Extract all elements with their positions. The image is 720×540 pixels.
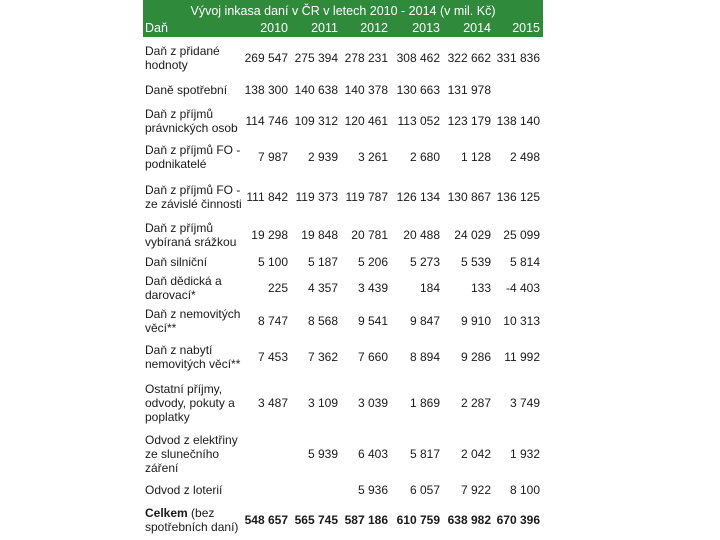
table-row (143, 304, 543, 338)
value-cell: 5 817 (409, 447, 440, 461)
table-row (143, 252, 543, 272)
row-label: Daň z nemovitých věcí** (145, 307, 241, 335)
value-cell: 5 814 (509, 255, 540, 269)
value-cell: 7 660 (357, 349, 388, 364)
value-cell: 20 781 (351, 228, 388, 242)
value-cell: 3 109 (307, 395, 338, 410)
value-cell: 5 939 (307, 447, 338, 461)
value-cell: 8 568 (307, 314, 338, 328)
total-label-note: (bez spotřebních daní) (145, 506, 239, 534)
value-cell: 587 186 (344, 513, 388, 527)
table-row (143, 338, 543, 375)
value-cell: 138 140 (496, 114, 540, 128)
header-year: 2014 (463, 21, 491, 35)
value-cell: 11 992 (504, 349, 540, 364)
value-cell: 308 462 (396, 51, 440, 65)
tax-revenue-table (143, 0, 543, 534)
table-row (143, 40, 543, 76)
value-cell: 610 759 (396, 513, 440, 527)
value-cell: 6 403 (357, 447, 388, 461)
table-row (143, 218, 543, 252)
row-label: Daň z nabytí nemovitých věcí** (145, 342, 241, 371)
value-cell: 19 298 (251, 228, 288, 242)
value-cell: 2 042 (460, 447, 491, 461)
value-cell: 120 461 (344, 114, 388, 128)
value-cell: 3 749 (509, 395, 540, 410)
value-cell: 9 541 (357, 314, 388, 328)
value-cell: 126 134 (396, 189, 440, 204)
value-cell: 4 357 (307, 281, 338, 295)
value-cell: 8 100 (509, 483, 540, 497)
row-label: Daň z příjmů vybíraná srážkou (145, 221, 237, 249)
value-cell: 130 663 (396, 83, 440, 97)
value-cell: 25 099 (503, 228, 540, 242)
value-cell: 6 057 (409, 483, 440, 497)
value-cell: 5 100 (257, 255, 288, 269)
value-cell: 9 286 (460, 349, 491, 364)
value-cell: 140 638 (294, 83, 338, 97)
value-cell: 114 746 (245, 114, 288, 128)
value-cell: 5 206 (357, 255, 388, 269)
value-cell: 3 261 (357, 149, 388, 164)
row-label: Daně spotřební (145, 83, 228, 97)
header-row (143, 21, 543, 37)
row-label: Daň z příjmů právnických osob (145, 107, 238, 135)
value-cell: 565 745 (294, 513, 338, 527)
value-cell: 5 187 (307, 255, 338, 269)
header-year: 2012 (360, 21, 388, 35)
value-cell: 5 936 (357, 483, 388, 497)
value-cell: 119 373 (295, 189, 338, 204)
value-cell: 1 128 (460, 149, 491, 164)
value-cell: 278 231 (344, 51, 388, 65)
value-cell: 140 378 (344, 83, 388, 97)
value-cell: 136 125 (496, 189, 540, 204)
header-label: Daň (145, 21, 168, 35)
value-cell: 10 313 (503, 314, 540, 328)
value-cell: 5 273 (409, 255, 440, 269)
value-cell: 131 978 (447, 83, 491, 97)
value-cell: 138 300 (244, 83, 288, 97)
table-row (143, 478, 543, 502)
value-cell: 269 547 (244, 51, 288, 65)
table-row (143, 430, 543, 478)
table-header (143, 0, 543, 37)
value-cell: 123 179 (447, 114, 491, 128)
row-label: Daň dědická a darovací* (145, 274, 222, 302)
total-label-bold: Celkem (145, 506, 188, 520)
value-cell: 638 982 (447, 513, 491, 527)
value-cell: 119 787 (345, 189, 388, 204)
row-label: Daň z příjmů FO - ze závislé činnosti (145, 182, 242, 211)
row-label: Daň z příjmů FO - podnikatelé (145, 142, 241, 171)
total-row (143, 502, 543, 538)
value-cell: 548 657 (244, 513, 288, 527)
header-year: 2015 (512, 21, 540, 35)
table-row (143, 272, 543, 304)
value-cell: 2 680 (409, 149, 440, 164)
value-cell: -4 403 (505, 281, 540, 295)
value-cell: 225 (267, 281, 288, 295)
value-cell: 113 052 (397, 114, 440, 128)
value-cell: 5 539 (460, 255, 491, 269)
value-cell: 331 836 (496, 51, 540, 65)
value-cell: 2 939 (307, 149, 338, 164)
row-label: Odvod z loterií (145, 483, 223, 497)
total-label (145, 506, 247, 534)
value-cell: 8 747 (257, 314, 288, 328)
value-cell: 8 894 (409, 349, 440, 364)
value-cell: 19 848 (301, 228, 338, 242)
value-cell: 109 312 (294, 114, 338, 128)
value-cell: 7 987 (257, 149, 288, 164)
value-cell: 2 498 (509, 149, 540, 164)
value-cell: 3 039 (357, 395, 388, 410)
value-cell: 9 847 (409, 314, 440, 328)
value-cell: 322 662 (447, 51, 491, 65)
row-label: Daň silniční (145, 255, 208, 269)
row-label: Odvod z elektřiny ze slunečního záření (145, 433, 238, 475)
value-cell: 2 287 (460, 395, 491, 410)
row-label: Ostatní příjmy, odvody, pokuty a poplatky (145, 381, 235, 424)
header-year: 2010 (260, 21, 288, 35)
value-cell: 275 394 (294, 51, 338, 65)
value-cell: 7 922 (460, 483, 491, 497)
table-title: Vývoj inkasa daní v ČR v letech 2010 - 2014 (v mil. Kč) (190, 4, 496, 18)
value-cell: 111 842 (246, 189, 288, 204)
table-row (143, 76, 543, 104)
value-cell: 130 867 (447, 189, 491, 204)
value-cell: 133 (470, 281, 491, 295)
value-cell: 7 362 (307, 349, 338, 364)
table-row (143, 375, 543, 430)
table-row (143, 138, 543, 175)
value-cell: 24 029 (454, 228, 491, 242)
value-cell: 7 453 (257, 349, 288, 364)
value-cell: 1 932 (509, 447, 540, 461)
value-cell: 184 (419, 281, 440, 295)
table-row (143, 175, 543, 218)
table-row (143, 104, 543, 138)
value-cell: 1 869 (409, 395, 440, 410)
value-cell: 3 487 (257, 395, 288, 410)
value-cell: 3 439 (357, 281, 388, 295)
row-label: Daň z přidané hodnoty (145, 44, 220, 72)
value-cell: 20 488 (403, 228, 440, 242)
value-cell: 9 910 (460, 314, 491, 328)
header-year: 2011 (311, 21, 338, 35)
value-cell: 670 396 (496, 513, 540, 527)
header-year: 2013 (412, 21, 440, 35)
